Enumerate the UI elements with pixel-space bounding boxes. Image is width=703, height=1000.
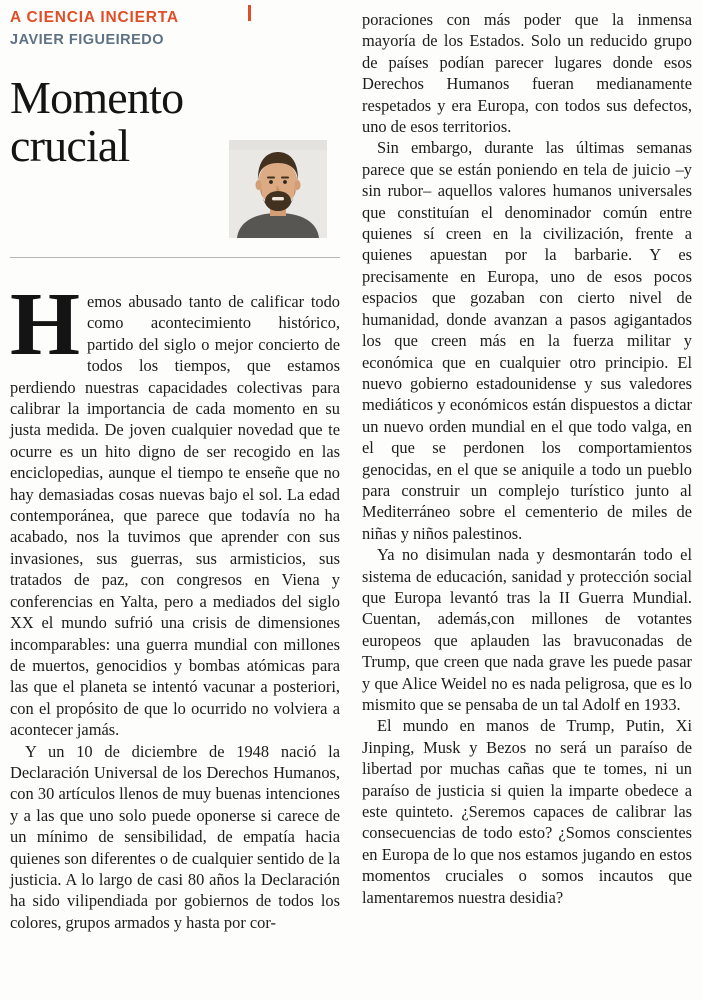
paragraph: Y un 10 de diciembre de 1948 nació la Declaración Universal de los Derechos Humanos, con 30 artículos llenos de muy buenas intenciones y a las que uno solo puede oponerse si carece de un mínimo de sensibilidad, de empatía hacia quienes son diferentes o de cualquier sentido de la justicia. A lo largo de casi 80 años la Declaración ha sido vilipendiada por gobiernos de todos los colores, grupos armados y hasta por cor- [10,741,340,932]
section-mark-icon [248,5,251,21]
article-text-right [362,9,692,908]
author-headshot-illustration [229,140,327,238]
left-column [10,8,340,1000]
paragraph: Ya no disimulan nada y desmontarán todo el sistema de educación, sanidad y protección social que Europa levantó tras la II Guerra Mundial. Cuentan, además,con millones de votantes europeos que aplauden las bravuconadas de Trump, que creen que nada grave les puede pasar y que Alice Weidel no es nada peligrosa, que es lo mismito que se pensaba de un tal Adolf en 1933. [362,545,692,714]
article-title: Momento crucial [10,72,184,171]
article-header [10,8,340,258]
author-byline: JAVIER FIGUEIREDO [10,32,165,48]
article-text-left [10,275,340,933]
paragraph-text: emos abusado tanto de calificar todo como acontecimiento histórico, partido del siglo o mejor concierto de todos los tiempos, que estamos perdiendo nuestras capacidades colectivas para calibrar la importancia de cada momento en su justa medida. De joven cualquier novedad que te ocurre es un hito digno de ser recogido en las enciclopedias, aunque el tiempo te enseñe que no hay demasiadas cosas nuevas bajo el sol. La edad contemporánea, que parece que todavía no ha acabado, nos la tuvimos que aprender con sus invasiones, sus guerras, sus armisticios, sus tratados de paz, con congresos en Viena y conferencias en Yalta, pero a mediados del siglo XX el mundo sufrió una crisis de dimensiones incomparables: una guerra mundial con millones de muertos, genocidios y bombas atómicas para las que el planeta se intentó vacunar a posteriori, con el propósito de que lo ocurrido no volviera a acontecer jamás. [10,292,340,740]
drop-cap: H [10,275,81,374]
paragraph: poraciones con más poder que la inmensa mayoría de los Estados. Solo un reducido grupo de países podían parecer lugares donde esos Derechos Humanos fueran medianamente respetados y era Europa, con todos sus defectos, uno de esos territorios. [362,10,692,137]
paragraph: El mundo en manos de Trump, Putin, Xi Jinping, Musk y Bezos no será un paraíso de libertad por muchas cañas que te tomes, ni un paraíso de justicia si quien la imparte obedece a este quinteto. ¿Seremos capaces de calibrar las consecuencias de todo esto? ¿Somos conscientes en Europa de lo que nos estamos jugando en estos momentos cruciales o somos incautos que lamentaremos nuestra desidia? [362,716,692,907]
section-kicker: A CIENCIA INCIERTA [10,9,179,26]
author-photo [229,140,327,238]
paragraph [10,275,340,741]
right-column [362,8,692,1000]
paragraph: Sin embargo, durante las últimas semanas parece que se están poniendo en tela de juicio –y sin rubor– aquellos valores humanos universales que constituían el denominador común entre quienes sí creen en la civilización, frente a quienes apuestan por la barbarie. Y es precisamente en Europa, uno de esos pocos espacios que gozaban con cierto nivel de humanidad, donde avanzan a pasos agigantados los que creen más en la fuerza militar y económica que en cualquier otro principio. El nuevo gobierno estadounidense y sus valedores mediáticos y económicos están dispuestos a dictar un nuevo orden mundial en el que todo valga, en el que se perdonen los comportamientos genocidas, en el que se aniquile a todo un pueblo para construir un complejo turístico junto al Mediterráneo sobre el cementerio de miles de niñas y niños palestinos. [362,138,692,543]
